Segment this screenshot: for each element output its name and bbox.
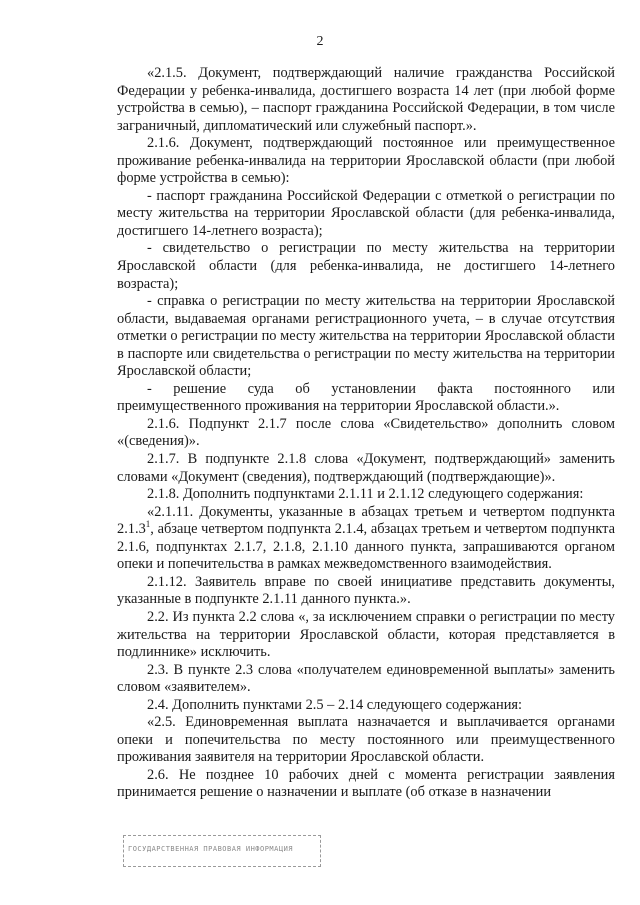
paragraph-2-1-8: 2.1.8. Дополнить подпунктами 2.1.11 и 2.1.12 следующего содержания: — [147, 486, 584, 503]
paragraph-2-6: 2.6. Не позднее 10 рабочих дней с момента регистрации заявления принимается решение о назначении и выплате (об отказе в назначении — [117, 766, 615, 801]
footnote-superscript: 1 — [145, 519, 151, 530]
paragraph-2-1-12: 2.1.12. Заявитель вправе по своей инициативе представить документы, указанные в подпункте 2.1.11 данного пункта.». — [117, 573, 615, 608]
list-item-certificate: - свидетельство о регистрации по месту жительства на территории Ярославской области (для ребенка-инвалида, не достигшего 14-летнего возраста); — [117, 240, 615, 292]
document-body — [117, 65, 615, 802]
list-item-court-decision: - решение суда об установлении факта постоянного или преимущественного проживания на территории Ярославской области.». — [117, 380, 615, 415]
paragraph-2-4: 2.4. Дополнить пунктами 2.5 – 2.14 следующего содержания: — [147, 696, 523, 713]
paragraph-2-3: 2.3. В пункте 2.3 слова «получателем единовременной выплаты» заменить словом «заявителем». — [117, 661, 615, 696]
paragraph-2-2: 2.2. Из пункта 2.2 слова «, за исключением справки о регистрации по месту жительства на территории Ярославской области, которая представляется в подлиннике» исключить. — [117, 608, 615, 661]
registry-stamp — [123, 835, 321, 867]
list-item-passport: - паспорт гражданина Российской Федерации с отметкой о регистрации по месту жительства на территории Ярославской области (для ребенка-инвалида, достигшего 14-летнего возраста); — [117, 187, 615, 239]
paragraph-2-5: «2.5. Единовременная выплата назначается и выплачивается органами опеки и попечительства по месту постоянного или преимущественного проживания заявителя на территории Ярославской области. — [117, 714, 615, 766]
paragraph-2-1-11-after: , абзаце четвертом подпункта 2.1.4, абзацах третьем и четвертом подпункта 2.1.6, подпунктах 2.1.7, 2.1.8, 2.1.10 данного пункта, запрашиваются органом опеки и попечительства в рамках межведомственного взаимодействия. — [117, 521, 615, 573]
paragraph-2-1-6-amend: 2.1.6. Подпункт 2.1.7 после слова «Свидетельство» дополнить словом «(сведения)». — [117, 415, 615, 450]
list-item-registration-reference: - справка о регистрации по месту жительства на территории Ярославской области, выдаваемая органами регистрационного учета, – в случае отсутствия отметки о регистрации по месту жительства на территории Ярославской области в паспорте или свидетельства о регистрации по месту жительства на территории Ярославской области; — [117, 293, 615, 380]
paragraph-2-1-7: 2.1.7. В подпункте 2.1.8 слова «Документ, подтверждающий» заменить словами «Документ (сведения), подтверждающий (подтверждающие)». — [117, 451, 615, 485]
stamp-text: ГОСУДАРСТВЕННАЯ ПРАВОВАЯ ИНФОРМАЦИЯ — [128, 845, 294, 853]
paragraph-2-1-5: «2.1.5. Документ, подтверждающий наличие гражданства Российской Федерации у ребенка-инвалида, достигшего возраста 14 лет (при любой форме устройства в семью), – паспорт гражданина Российской Федерации, в том числе заграничный, дипломатический или служебный паспорт.». — [117, 65, 615, 134]
paragraph-2-1-11-before: «2.1.11. Документы, указанные в абзацах третьем и четвертом подпункта 2.1.3 — [117, 503, 615, 538]
paragraph-2-1-11 — [117, 504, 615, 574]
page-number: 2 — [316, 34, 324, 49]
paragraph-2-1-6: 2.1.6. Документ, подтверждающий постоянное или преимущественное проживание ребенка-инвалида на территории Ярославской области (при любой форме устройства в семью): — [117, 135, 615, 187]
